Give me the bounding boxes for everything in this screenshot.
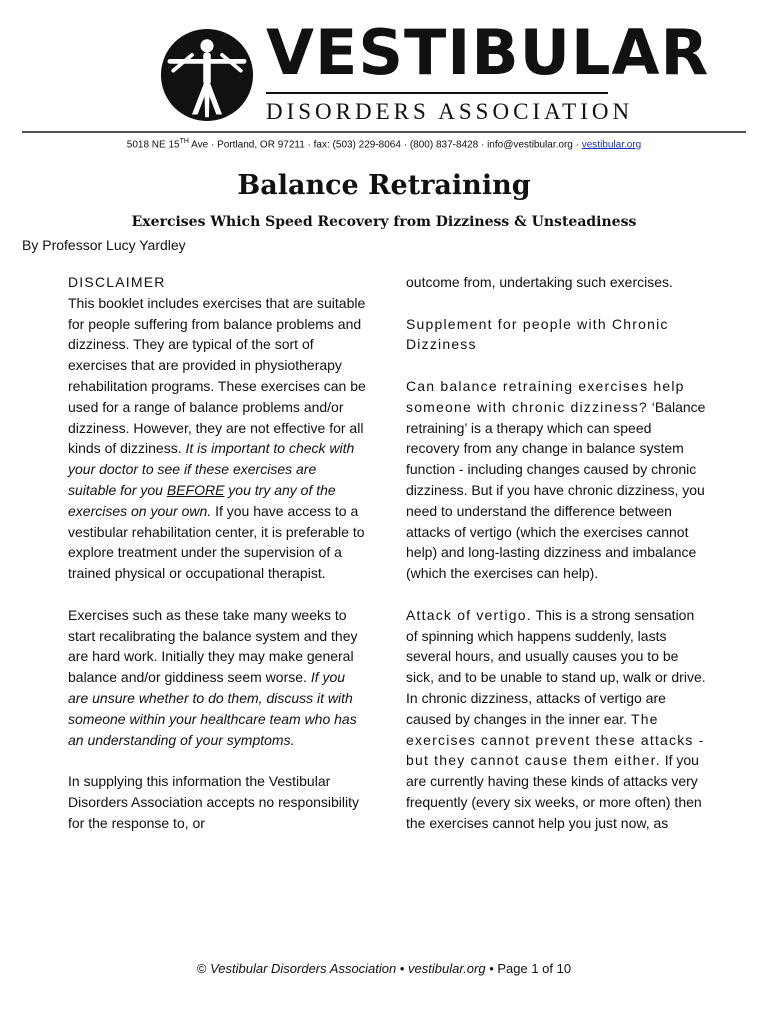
responsibility-paragraph: In supplying this information the Vestibular Disorders Association accepts no responsibility for the response to, or [68, 773, 360, 831]
supplement-heading: Supplement for people with Chronic Dizziness [406, 315, 669, 353]
chronic-question: Can balance retraining exercises help someone with chronic dizziness? [406, 377, 685, 415]
footer-page-number: • Page 1 of 10 [485, 961, 572, 976]
brand-divider [266, 92, 608, 94]
brand-subtitle: DISORDERS ASSOCIATION [266, 99, 634, 124]
exercises-paragraph [68, 605, 368, 751]
disclaimer-heading: DISCLAIMER [68, 274, 166, 290]
disclaimer-text-a: This booklet includes exercises that are suitable for people suffering from balance problems and dizziness. They are typical of the sort of exercises that are provided in physiotherapy rehabilitation programs. These exercises can be used for a range of balance problems and/or dizziness. However, they are not effective for all kinds of dizziness. [68, 294, 366, 457]
vertigo-heading: Attack of vertigo. [406, 606, 532, 623]
contact-address-sup: TH [179, 138, 189, 145]
chronic-paragraph [406, 376, 706, 584]
vitruvian-figure-icon [160, 28, 254, 122]
document-title: Balance Retraining [237, 170, 531, 201]
footer-separator: • [396, 961, 409, 976]
letterhead [0, 0, 768, 151]
left-column [68, 272, 368, 854]
vertigo-text-a: This is a strong sensation of spinning which happens suddenly, lasts several hours, and usually causes you to be sick, and to be unable to stand up, walk or drive. In chronic dizziness, attacks of vertigo are caused by changes in the inner ear. [406, 606, 706, 727]
disclaimer-before: BEFORE [166, 481, 225, 498]
page-footer [0, 961, 768, 976]
exercises-warning: If you are unsure whether to do them, discuss it with someone within your healthcare team who has an understanding of your symptoms. [68, 669, 357, 748]
contact-address-post: Ave · Portland, OR 97211 · fax: (503) 229-8064 · (800) 837-8428 · info@vestibular.org · [188, 139, 582, 151]
outcome-paragraph: outcome from, undertaking such exercises. [406, 274, 673, 290]
disclaimer-text-b: If you have access to a vestibular rehabilitation center, it is preferable to explore treatment under the supervision of a trained physical or occupational therapist. [68, 502, 365, 582]
contact-address-pre: 5018 NE 15 [126, 139, 180, 151]
vertigo-text-spaced: The exercises cannot prevent these attacks - but they cannot cause them either. [406, 710, 705, 769]
vertigo-paragraph [406, 605, 706, 834]
exercises-text: Exercises such as these take many weeks to start recalibrating the balance system and they are hard work. Initially they may make general balance and/or giddiness seem worse. [68, 606, 358, 686]
disclaimer-warning-b: you try any of the exercises on your own. [68, 481, 336, 519]
disclaimer-warning-a: It is important to check with your doctor to see if these exercises are suitable for you [68, 440, 355, 498]
website-link[interactable]: vestibular.org [581, 139, 642, 151]
header-divider [22, 131, 746, 133]
footer-copyright: © [196, 961, 211, 976]
contact-line [0, 138, 768, 150]
right-column [406, 272, 706, 854]
chronic-text: ‘Balance retraining’ is a therapy which can speed recovery from any change in balance system function - including changes caused by chronic dizziness. But if you have chronic dizziness, you need to understand the difference between attacks of vertigo (which the exercises cannot help) and long-lasting dizziness and imbalance (which the exercises can help). [406, 398, 706, 582]
brand-title: VESTIBULAR [266, 16, 710, 89]
footer-org: Vestibular Disorders Association [210, 961, 397, 976]
document-subtitle: Exercises Which Speed Recovery from Dizziness & Unsteadiness [131, 214, 637, 230]
author-byline: By Professor Lucy Yardley [22, 237, 186, 253]
footer-site: vestibular.org [408, 961, 486, 976]
disclaimer-paragraph [68, 293, 368, 584]
vertigo-text-b: If you are currently having these kinds of attacks very frequently (every six weeks, or more often) then the exercises cannot help you just now, as [406, 752, 702, 831]
